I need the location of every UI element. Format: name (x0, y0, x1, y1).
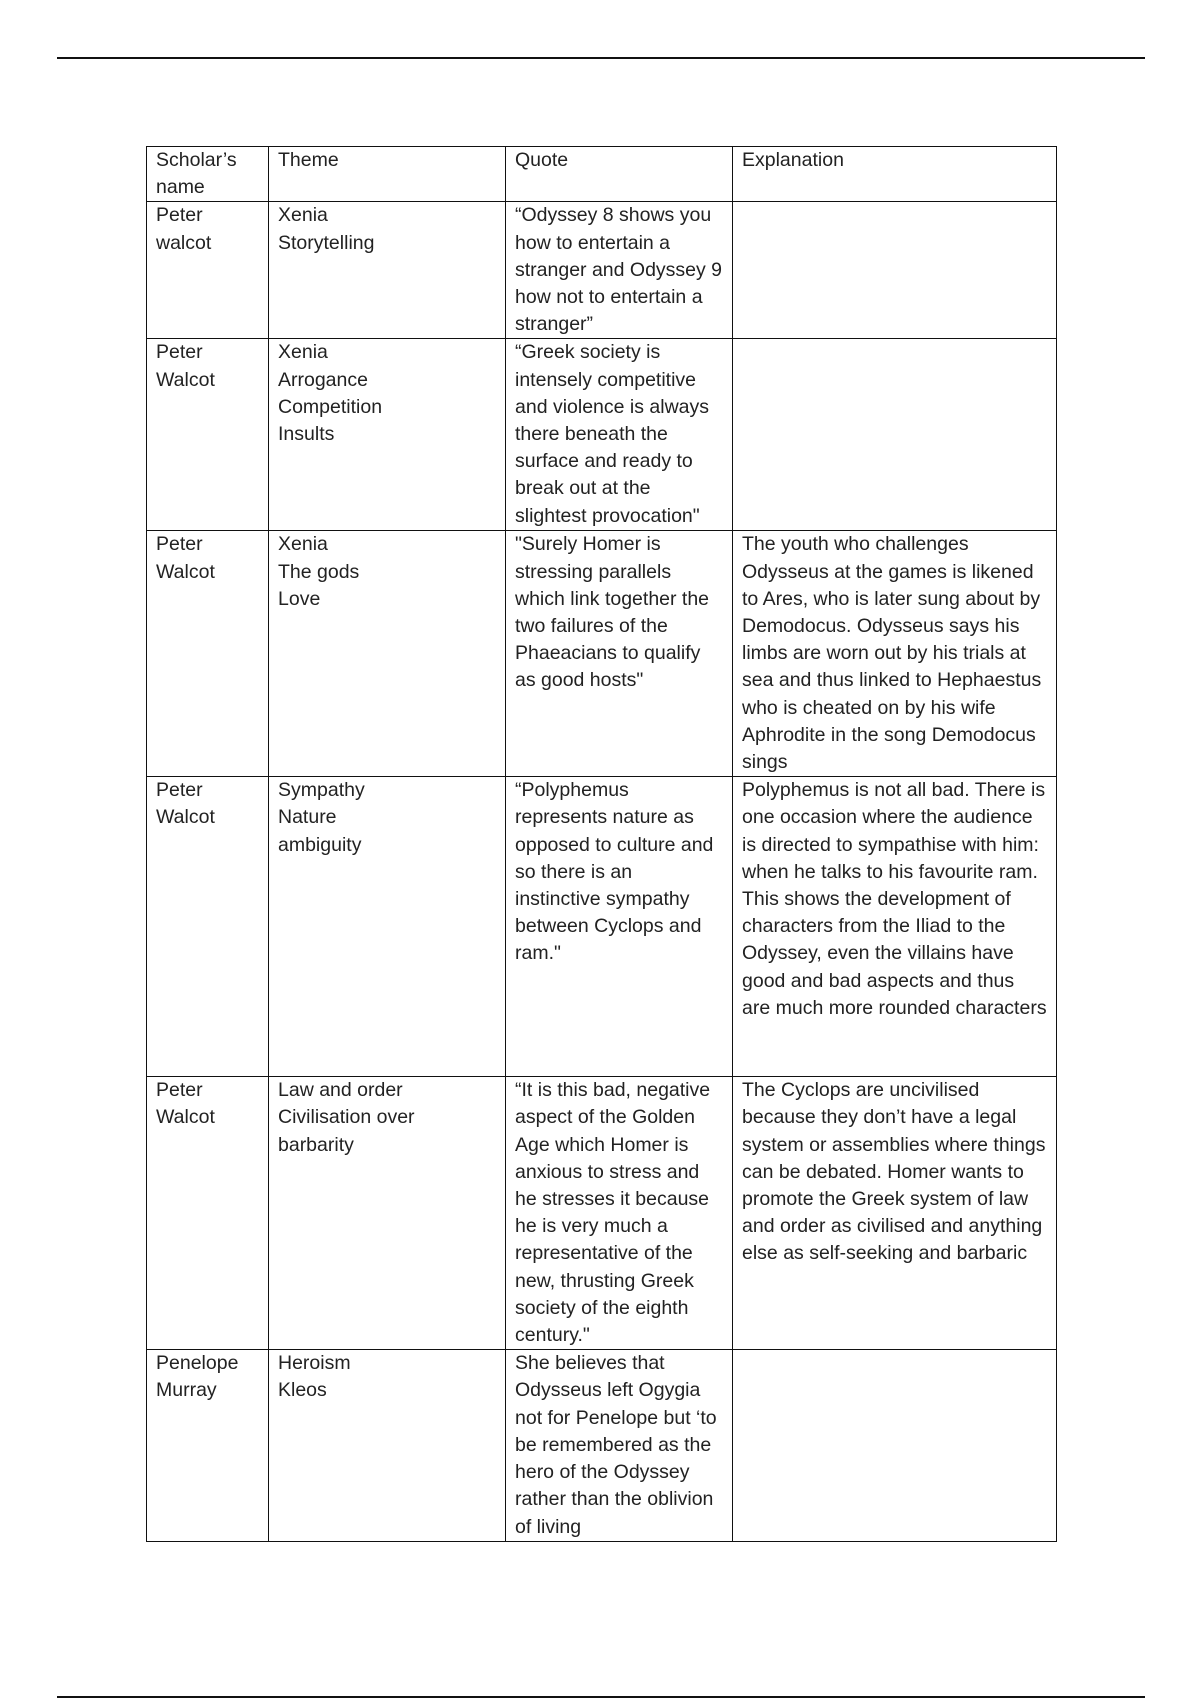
explanation-cell (733, 1350, 1057, 1541)
explanation-cell (733, 202, 1057, 339)
scholar-name-cell: Peter Walcot (147, 1077, 269, 1350)
theme-cell: Sympathy Nature ambiguity (269, 777, 506, 1077)
header-rule (57, 57, 1145, 59)
scholar-name-cell: Penelope Murray (147, 1350, 269, 1541)
scholars-table (146, 146, 1057, 1542)
scholar-name-cell: Peter walcot (147, 202, 269, 339)
explanation-cell: The youth who challenges Odysseus at the games is likened to Ares, who is later sung about by Demodocus. Odysseus says his limbs are worn out by his trials at sea and thus linked to Hephaestus who is cheated on by his wife Aphrodite in the song Demodocus sings (733, 531, 1057, 777)
header-theme: Theme (269, 147, 506, 202)
table-row (147, 202, 1057, 339)
header-explanation: Explanation (733, 147, 1057, 202)
theme-cell: Heroism Kleos (269, 1350, 506, 1541)
theme-cell: Xenia Storytelling (269, 202, 506, 339)
scholar-name-cell: Peter Walcot (147, 339, 269, 531)
quote-cell: She believes that Odysseus left Ogygia not for Penelope but ‘to be remembered as the hero of the Odyssey rather than the oblivion of living (506, 1350, 733, 1541)
table-row (147, 531, 1057, 777)
table-row (147, 777, 1057, 1077)
quote-cell: “Polyphemus represents nature as opposed to culture and so there is an instinctive sympathy between Cyclops and ram." (506, 777, 733, 1077)
table-row (147, 339, 1057, 531)
scholar-name-cell: Peter Walcot (147, 777, 269, 1077)
table-row (147, 1350, 1057, 1541)
scholar-name-cell: Peter Walcot (147, 531, 269, 777)
theme-cell: Xenia Arrogance Competition Insults (269, 339, 506, 531)
theme-cell: Xenia The gods Love (269, 531, 506, 777)
explanation-cell (733, 339, 1057, 531)
quote-cell: "Surely Homer is stressing parallels which link together the two failures of the Phaeacians to qualify as good hosts" (506, 531, 733, 777)
footer-rule (57, 1696, 1145, 1698)
theme-cell: Law and order Civilisation over barbarity (269, 1077, 506, 1350)
quote-cell: “Odyssey 8 shows you how to entertain a stranger and Odyssey 9 how not to entertain a stranger” (506, 202, 733, 339)
table-header-row (147, 147, 1057, 202)
table-row (147, 1077, 1057, 1350)
explanation-cell: Polyphemus is not all bad. There is one occasion where the audience is directed to sympathise with him: when he talks to his favourite ram. This shows the development of characters from the Iliad to the Odyssey, even the villains have good and bad aspects and thus are much more rounded characters (733, 777, 1057, 1077)
header-scholar-name: Scholar’s name (147, 147, 269, 202)
explanation-cell: The Cyclops are uncivilised because they don’t have a legal system or assemblies where things can be debated. Homer wants to promote the Greek system of law and order as civilised and anything else as self-seeking and barbaric (733, 1077, 1057, 1350)
quote-cell: “It is this bad, negative aspect of the Golden Age which Homer is anxious to stress and he stresses it because he is very much a representative of the new, thrusting Greek society of the eighth century." (506, 1077, 733, 1350)
quote-cell: “Greek society is intensely competitive and violence is always there beneath the surface and ready to break out at the slightest provocation" (506, 339, 733, 531)
header-quote: Quote (506, 147, 733, 202)
